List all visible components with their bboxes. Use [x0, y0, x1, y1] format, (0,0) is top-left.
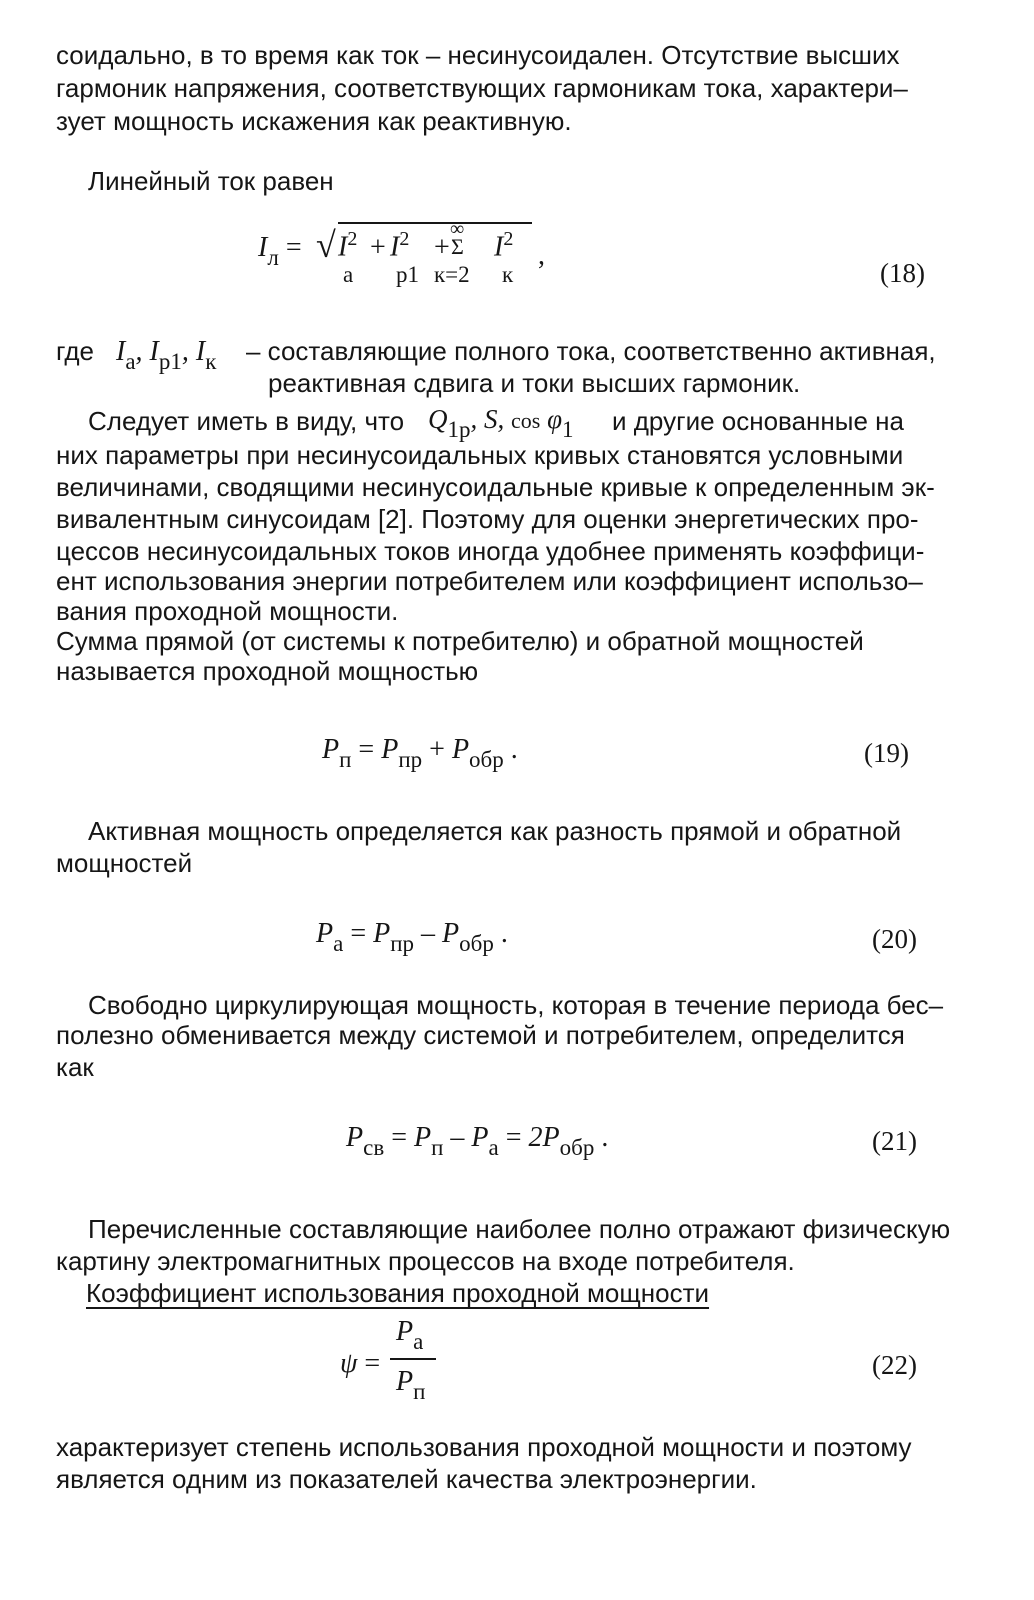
- text-line: вания проходной мощности.: [56, 596, 399, 626]
- text-line: характеризует степень использования проходной мощности и поэтому: [56, 1432, 912, 1462]
- eq18-term-ip1: $I^2$: [390, 228, 410, 263]
- eq18-sub-a: а: [343, 262, 354, 287]
- variable-list: $I_а$, $I_{р1}$, $I_к$: [116, 336, 217, 374]
- eq18-comma: ,: [538, 240, 545, 271]
- text-line: вивалентным синусоидам [2]. Поэтому для оценки энергетических про-: [56, 504, 919, 534]
- equation-number-19: (19): [864, 738, 909, 768]
- text-line: называется проходной мощностью: [56, 656, 479, 686]
- text-line: Свободно циркулирующая мощность, которая в течение периода бес–: [88, 990, 944, 1020]
- eq18-term-ik: $I^2$: [494, 228, 514, 263]
- sigma-icon: Σ: [451, 234, 464, 259]
- text-line: полезно обменивается между системой и потребителем, определится: [56, 1020, 905, 1050]
- text-line: – составляющие полного тока, соответственно активная,: [246, 336, 936, 366]
- text-line: соидально, в то время как ток – несинусоидален. Отсутствие высших: [56, 40, 900, 70]
- text-line: реактивная сдвига и токи высших гармоник.: [268, 368, 801, 398]
- text-line: величинами, сводящими несинусоидальные кривые к определенным эк-: [56, 472, 935, 502]
- text-line: Активная мощность определяется как разность прямой и обратной: [88, 816, 902, 846]
- equation-number-18: (18): [880, 258, 925, 288]
- variable-list: Q1р, S, cos φ1: [428, 404, 574, 442]
- equation-20: $P_а = P_{пр} - P_{обр}$ .: [316, 918, 508, 956]
- text-line: Сумма прямой (от системы к потребителю) и обратной мощностей: [56, 626, 864, 656]
- eq18-plus: +: [434, 232, 450, 263]
- equation-number-22: (22): [872, 1350, 917, 1380]
- text-line: и другие основанные на: [612, 406, 904, 436]
- text-line: является одним из показателей качества электроэнергии.: [56, 1464, 757, 1494]
- text-line: ент использования энергии потребителем или коэффициент использо–: [56, 566, 923, 596]
- eq22-numerator: $P_а$: [396, 1316, 424, 1354]
- text-line: где: [56, 336, 94, 366]
- eq18-lhs: $I_л$ =: [258, 232, 302, 270]
- text-line: зует мощность искажения как реактивную.: [56, 106, 572, 136]
- text-line: Перечисленные составляющие наиболее полно отражают физическую: [88, 1214, 951, 1244]
- equation-number-21: (21): [872, 1126, 917, 1156]
- psi-symbol: ψ =: [340, 1348, 381, 1379]
- section-heading: Коэффициент использования проходной мощности: [86, 1278, 710, 1308]
- equation-19: $P_п = P_{пр} + P_{обр}$ .: [322, 734, 518, 772]
- eq22-denominator: $P_п$: [396, 1366, 426, 1404]
- sqrt-bar: [338, 222, 532, 224]
- eq18-plus: +: [370, 232, 386, 263]
- sqrt-sign: √: [316, 225, 336, 265]
- eq18-sub-p1: р1: [396, 262, 419, 287]
- text-line: как: [56, 1052, 94, 1082]
- text-line: мощностей: [56, 848, 193, 878]
- eq18-term-ia: $I^2$: [338, 228, 358, 263]
- fraction-bar: [390, 1358, 436, 1360]
- text-line: Линейный ток равен: [88, 166, 334, 196]
- text-line: цессов несинусоидальных токов иногда удобнее применять коэффици-: [56, 536, 925, 566]
- text-line: картину электромагнитных процессов на входе потребителя.: [56, 1246, 795, 1276]
- equation-21: $P_{св} = P_п - P_а = 2P_{обр}$ .: [346, 1122, 609, 1160]
- equation-number-20: (20): [872, 924, 917, 954]
- text-line: Следует иметь в виду, что: [88, 406, 405, 436]
- text-line: них параметры при несинусоидальных кривых становятся условными: [56, 440, 904, 470]
- eq18-sub-k: к: [502, 262, 514, 287]
- eq18-sum-limit-bottom: к=2: [434, 262, 470, 287]
- eq18-sum-limit-top: ∞: [450, 218, 465, 240]
- text-line: гармоник напряжения, соответствующих гармоникам тока, характери–: [56, 73, 908, 103]
